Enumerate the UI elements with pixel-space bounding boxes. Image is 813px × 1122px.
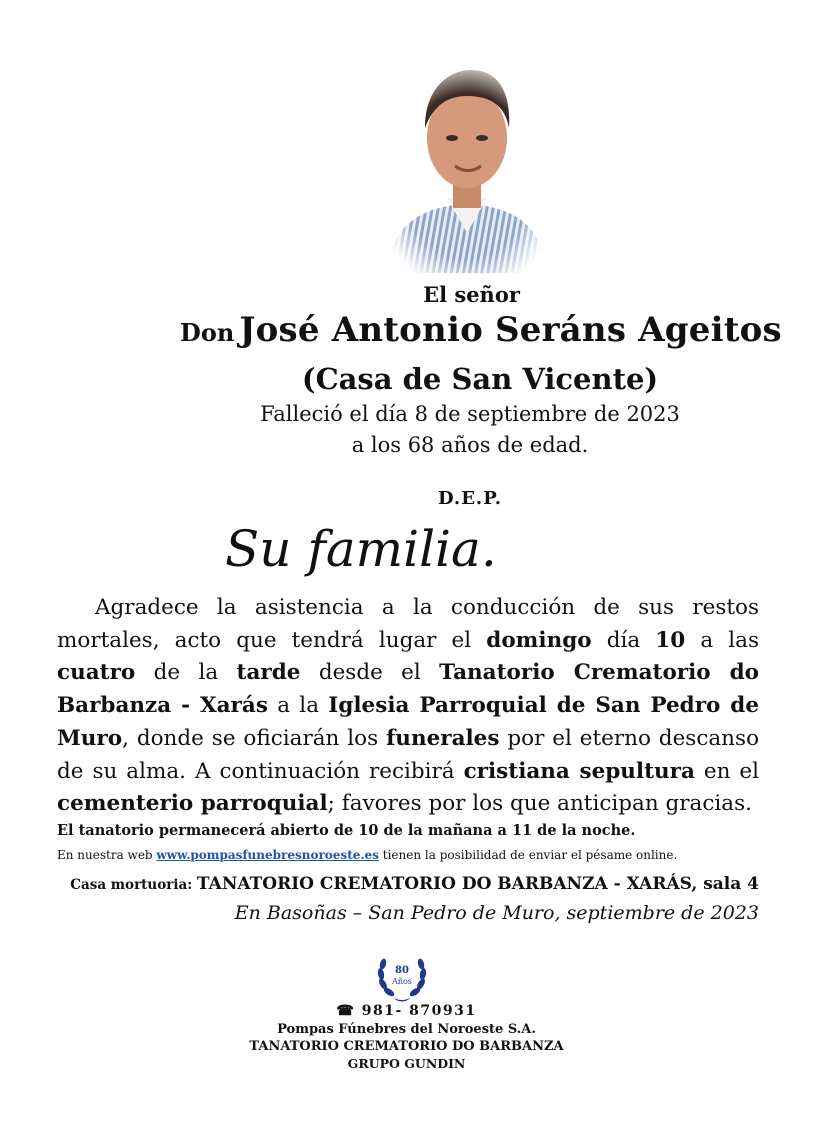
- portrait-photo: [381, 58, 553, 273]
- death-age: a los 68 años de edad.: [351, 433, 589, 457]
- laurel-80-years-icon: [374, 948, 430, 1004]
- casa-mortuoria-label: Casa mortuoria:: [70, 877, 197, 893]
- logo-number: 80: [395, 965, 409, 976]
- body-text-segment: Agradece la asistencia a la conducción de sus restos mortales, acto que tendrá lugar el: [57, 595, 759, 653]
- company-name: Pompas Fúnebres del Noroeste S.A.: [277, 1022, 536, 1037]
- body-bold-segment: Tanatorio Crematorio do Barbanza - Xarás: [57, 660, 760, 719]
- deceased-name-line: [180, 310, 780, 350]
- logo-word: Años: [392, 977, 412, 986]
- body-text-segment: día: [591, 627, 656, 653]
- place-and-date: En Basoñas – San Pedro de Muro, septiembre de 2023: [234, 902, 759, 924]
- funeral-details-paragraph: [57, 592, 759, 821]
- phone-number: [260, 1003, 553, 1019]
- body-text-segment: por el eterno descanso de su alma. A continuación recibirá: [57, 725, 760, 784]
- tanatorio-name: TANATORIO CREMATORIO DO BARBANZA: [249, 1039, 564, 1054]
- web-condolence-note: [57, 848, 759, 862]
- phone-icon: ☎: [336, 1003, 356, 1019]
- body-text-segment: ; favores por los que anticipan gracias.: [327, 791, 752, 817]
- body-text-segment: a la: [267, 693, 329, 719]
- name-prefix: Don: [180, 318, 235, 347]
- body-bold-segment: Iglesia Parroquial de San Pedro de Muro: [57, 693, 760, 751]
- web-note-text: En nuestra web: [57, 848, 157, 862]
- house-alias: (Casa de San Vicente): [301, 362, 659, 396]
- intro-text: El señor: [423, 282, 520, 307]
- body-bold-segment: funerales: [386, 725, 500, 751]
- family-heading: Su familia.: [225, 520, 497, 578]
- body-bold-segment: tarde: [236, 660, 301, 686]
- body-text-segment: en el: [694, 758, 759, 784]
- body-bold-segment: domingo: [486, 627, 592, 653]
- web-note-text: tienen la posibilidad de enviar el pésame online.: [378, 848, 678, 862]
- body-bold-segment: cuatro: [57, 660, 136, 686]
- body-bold-segment: 10: [655, 627, 686, 653]
- dep-text: D.E.P.: [437, 488, 503, 509]
- tanatorio-hours: El tanatorio permanecerá abierto de 10 de la mañana a 11 de la noche.: [57, 822, 636, 839]
- death-date: Falleció el día 8 de septiembre de 2023: [260, 402, 680, 426]
- casa-mortuoria: [59, 874, 759, 894]
- website-link[interactable]: www.pompasfunebresnoroeste.es: [156, 848, 379, 862]
- body-text-segment: , donde se oficiarán los: [122, 725, 387, 751]
- body-text-segment: de la: [135, 660, 237, 686]
- body-text-segment: a las: [685, 627, 759, 653]
- body-bold-segment: cristiana sepultura: [463, 758, 695, 784]
- body-bold-segment: cementerio parroquial: [57, 791, 328, 817]
- phone-value: 981- 870931: [361, 1003, 477, 1019]
- body-text-segment: desde el: [300, 660, 440, 686]
- group-name: GRUPO GUNDIN: [347, 1056, 466, 1071]
- casa-mortuoria-value: TANATORIO CREMATORIO DO BARBANZA - XARÁS, sala 4: [196, 874, 759, 894]
- deceased-name: José Antonio Seráns Ageitos: [239, 310, 782, 350]
